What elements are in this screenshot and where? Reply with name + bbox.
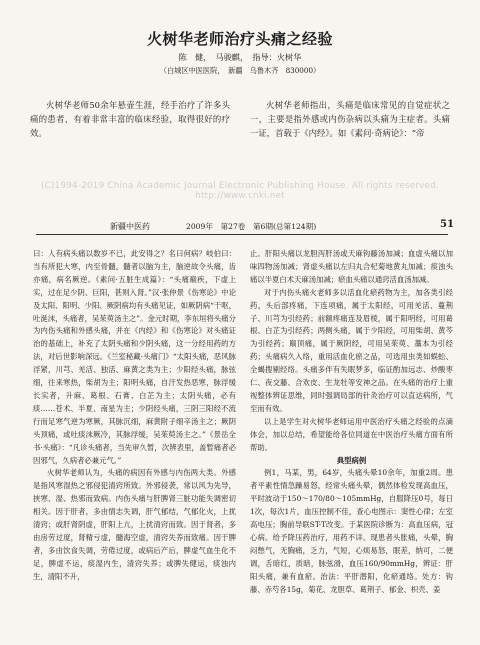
article-title: 火树华老师治疗头痛之经验 [146,30,333,48]
article-authors: 陈 健， 马骏麒， 指导：火树华 [178,52,302,62]
section-heading: 典型病例 [336,455,367,465]
abstract-left-column: 火树华老师50余年悬壶生涯，经手治疗了许多头痛的患者，有着非常丰富的临床经验，取得很好的疗效。 [30,100,230,138]
issue-info: 2009年 第27卷 第6期(总第124期) [186,222,317,231]
body-paragraph: 例1，马某，男，64岁，头痛头晕10余年，加重2周。患者平素性情急躁易怒，经常头痛头晕，偶然体检发现高血压，平时波动于150～170/80～105mmHg，自服降压0号，每日1次，每次1片，血压控制不佳，查心电图示：窦性心律；左室高电压；胸前导联ST-T改变。于某医院诊断为：高血压病，冠心病。给予降压药治疗，用药不详。现患者头胀痛，头晕，胸闷憋气，无胸痛，乏力，气短，心烦易怒，眠差，纳可，二便调，舌暗红，质暗，脉弦滑，血压160/90mmHg，辨证：肝阳头痛，兼有血瘀。治法：平肝潜阳，化瘀通络。处方：钩藤、赤芍各15g，菊花、龙胆草、葛荆子、郁金、枳壳、姜 [250,468,453,594]
body-paragraph: 曰：人有病头痛以数岁不已，此安得之？名曰何病？岐伯曰：当有所犯大寒，内至骨髓，髓者以脑为主，脑逆故令头痛，齿亦痛，病名厥逆。《素问·五脏生成篇》：“头痛巅疾，下虚上实，过在足少阴、巨阳，甚则入肾。”汉·张仲景《伤寒论》中论及太阳、阳明、少阳、厥阴病均有头痛见证，如厥阴病“干呕，吐涎沫，头痛者，吴茱萸汤主之”。金元时期，李东垣将头痛分为内伤头痛和外感头痛，并在《内经》和《伤寒论》对头痛证治的基础上，补充了太阴头痛和少阴头痛，这一分经用药的方法，对后世影响深远。《兰室秘藏·头痛门》“太阳头痛，恶风脉浮紧，川芎、羌活、独活、麻黄之类为主；少阳经头痛，脉弦细，往来寒热，柴胡为主；阳明头痛，自汗发热恶寒，脉浮缓长实者，升麻、葛根、石膏、白芷为主；太阴头痛，必有痰……苍术、半夏、南星为主；少阴经头痛，三阴三阳经不流行而足寒气逆为寒厥，其脉沉细，麻黄附子细辛汤主之；厥阴头顶痛，或吐痰沫厥冷，其脉浮缓，吴茱萸汤主之。”《景岳全书·头痛》：“凡诊头痛者，当先审久暂，次辨表里，盖暂痛者必因邪气，久病者必兼元气。” [33,249,236,465]
body-right-column [250,248,453,596]
body-paragraph: 对于内伤头痛火老师多以活血化瘀药物为主，加各类引经药，头后部疼痛，下连项痛，属于太阳经，可用羌活、蔓荆子、川芎为引经药；前额疼痛连及眉棱，属于阳明经，可用葛根、白芷为引经药；两侧头痛，属于少阳经，可用柴胡、黄芩为引经药；巅顶痛，属于厥阴经，可用吴茱萸、藁本为引经药；头痛病久入络，重用活血化瘀之品，可选用虫类如蜈蚣、全蝎搜剔经络。头痛多伴有失眠梦多，临证酌加远志、炒酸枣仁、夜交藤、合欢皮、生龙牡等安神之品。在头痛的治疗上重视整体辨证思维，同时强调局部的针灸治疗可以直达病所，气至而有效。 [250,287,453,413]
body-left-column [33,248,236,584]
header-rule [36,234,448,235]
journal-name: 新疆中医药 [110,222,150,231]
copyright-watermark: (C)1994-2019 China Academic Journal Electronic Publishing House. All rights reserved. http://www.cnki.net [41,181,439,201]
body-paragraph: 以上是学生对火树华老师运用中医治疗头痛之经验的点滴体会，加以总结，希望能给各位同道在中医治疗头痛方面有所帮助。 [250,416,453,452]
body-paragraph: 火树华老师认为，头痛的病因有外感与内伤两大类。外感是指风寒湿热之邪侵犯清窍所致。外邪侵袭，常以风为先导，挟寒、湿、热邪而致病。内伤头痛与肝脾肾三脏功能失调密切相关。因于肝者，多由情志失调，肝气郁结，气郁化火，上扰清窍；或肝肾阴虚，肝阳上亢，上扰清窍而致。因于肾者，多由房劳过度，肾精亏虚，髓海空虚，清窍失养而致痛。因于脾者，多由饮食失调，劳倦过度，或病后产后，脾虚气血生化不足，脾虚不运，痰湿内生，清窍失养；或脾失健运，痰浊内生，清阳不升， [33,468,236,581]
abstract-right-column: 火树华老师指出，头痛是临床常见的自觉症状之一，主要是指外感或内伤杂病以头痛为主症者。头痛一证，首载于《内经》。如《素问·奇病论》：“帝 [250,100,450,138]
author-affiliation: （白城区中医医院， 新疆 乌鲁木齐 830000） [159,66,321,75]
body-paragraph: 止。肝阳头痛以龙胆泻肝汤或天麻钩藤汤加减；血虚头痛以加味四物汤加减；肾虚头痛以左归丸合杞菊地黄丸加减；痰浊头痛以半夏白术天麻汤加减；瘀血头痛以通窍活血汤加减。 [250,249,453,284]
page-number: 51 [440,219,454,230]
